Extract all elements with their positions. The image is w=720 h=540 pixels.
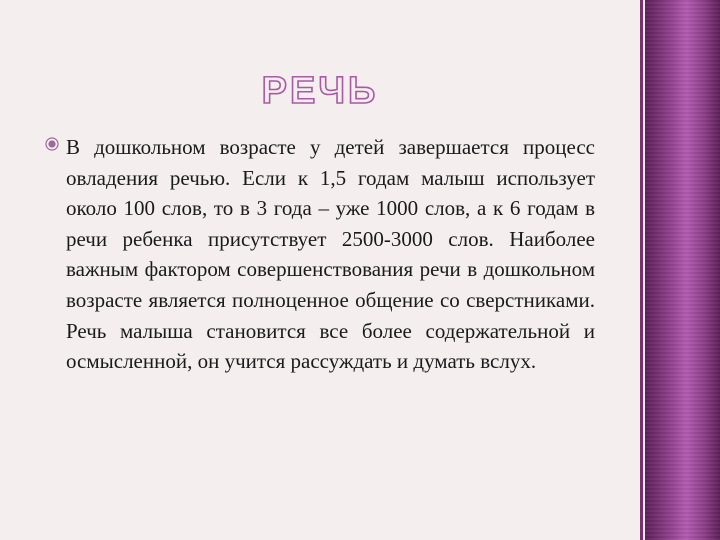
side-panel <box>645 0 720 540</box>
circle-bullet-icon <box>45 137 59 151</box>
side-stripe <box>640 0 643 540</box>
bullet-text: В дошкольном возрасте у детей завершается процесс овладения речью. Если к 1,5 годам малыш использует около 100 слов, то в 3 года – уже 1000 слов, а к 6 годам в речи ребенка присутствует 2500-3000 слов. Наиболее важным фактором совершенствования речи в дошкольном возрасте является полноценное общение со сверстниками. Речь малыша становится все более содержательной и осмысленной, он учится рассуждать и думать вслух. <box>66 135 595 374</box>
slide-content <box>45 132 595 377</box>
bullet-item <box>45 132 595 377</box>
slide-title: РЕЧЬ <box>261 70 379 112</box>
